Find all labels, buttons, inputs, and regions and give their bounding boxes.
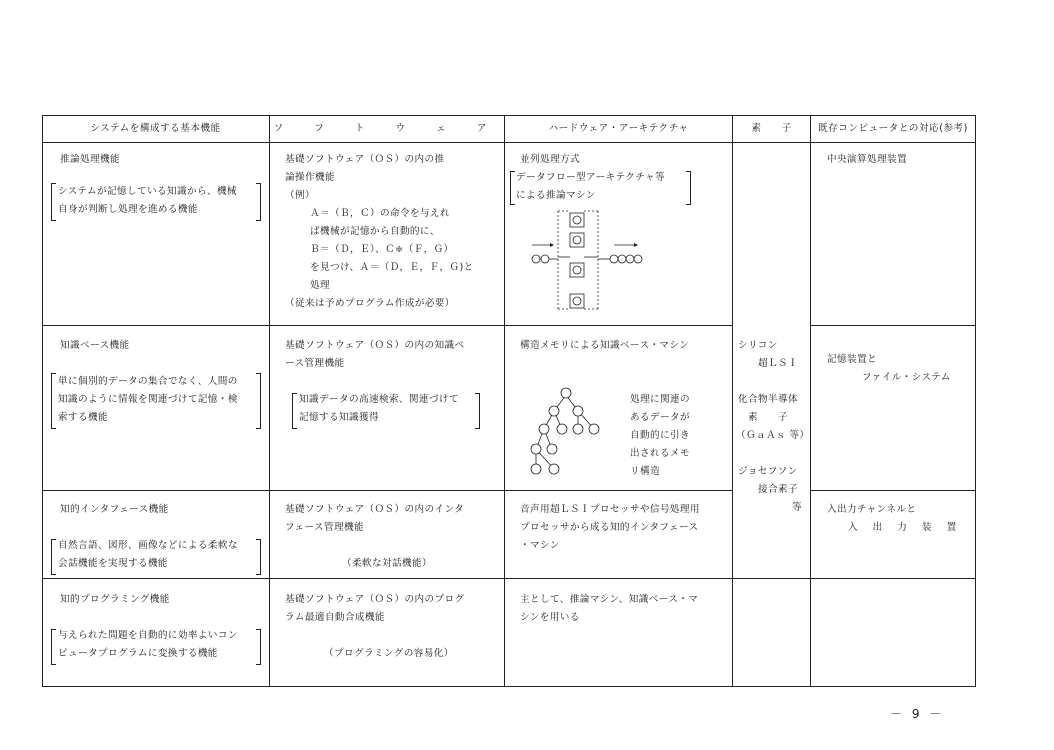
ref-line: 中央演算処理装置 [827, 154, 907, 165]
sw-line: 基礎ソフトウェア（ＯＳ）の内のインタ [285, 504, 465, 515]
dataflow-machine-diagram [530, 207, 650, 319]
structured-memory-tree-diagram [524, 385, 604, 485]
element-line: （ＧａＡｓ 等） [736, 430, 810, 441]
hw-line: 処理に関連の [630, 394, 690, 405]
element-line: シリコン [738, 340, 778, 351]
func-desc-line: 単に個別的データの集合でなく、人間の [58, 376, 238, 387]
header-element: 素 子 [751, 123, 792, 134]
func-desc-line: ピュータプログラムに変換する機能 [58, 648, 218, 659]
row-divider [42, 490, 732, 491]
func-desc-line: 会話機能を実現する機能 [58, 558, 168, 569]
hw-line: ・マシン [520, 540, 560, 551]
sw-line: 基礎ソフトウェア（ＯＳ）の内のプログ [285, 594, 465, 605]
column-divider [504, 115, 505, 687]
func-title: 知識ベース機能 [60, 340, 130, 351]
row-divider [810, 325, 976, 326]
sw-line: 記憶する知識獲得 [299, 412, 379, 423]
hw-line: 並列処理方式 [520, 154, 580, 165]
func-desc-line: 与えられた問題を自動的に効率よいコン [58, 630, 238, 641]
hw-line: 構造メモリによる知識ベース・マシン [520, 340, 690, 351]
bracket-right [475, 393, 480, 429]
sw-line: 知識データの高速検索、関連づけて [299, 394, 459, 405]
column-divider [269, 115, 270, 687]
element-line: 化合物半導体 [738, 394, 798, 405]
hw-line: プロセッサから成る知的インタフェース [520, 522, 699, 533]
bracket-left [51, 629, 56, 665]
header-hardware: ハードウェア・アーキテクチャ [548, 123, 689, 134]
bracket-left [51, 183, 56, 221]
functions-table [42, 115, 976, 687]
bracket-right [256, 183, 261, 221]
element-line: ジョセフソン [738, 466, 798, 477]
column-divider [732, 115, 733, 687]
hw-line: リ構造 [630, 466, 660, 477]
func-desc-line: 知識のように情報を関連づけて記憶・検 [58, 394, 238, 405]
func-desc-line: 索する機能 [58, 412, 108, 423]
sw-line: ース管理機能 [285, 358, 345, 369]
row-divider [810, 490, 976, 491]
bracket-right [256, 629, 261, 665]
func-title: 推論処理機能 [60, 154, 120, 165]
hw-line: 主として、推論マシン、知識ベース・マ [520, 594, 699, 605]
sw-line: Ｂ＝（Ｄ，Ｅ）、Ｃ≑（Ｆ，Ｇ） [310, 244, 454, 255]
table-right-border [975, 115, 976, 687]
ref-line: ファイル・システム [862, 372, 951, 383]
sw-line: ば機械が記憶から自動的に、 [310, 226, 440, 237]
bracket-right [256, 373, 261, 429]
element-line: 接合素子 [758, 484, 798, 495]
hw-line: データフロー型アーキテクチャ等 [516, 172, 665, 183]
column-divider [810, 115, 811, 687]
header-software: ソ フ ト ウ ェ ア [273, 123, 501, 134]
hw-line: シンを用いる [520, 612, 580, 623]
func-title: 知的プログラミング機能 [60, 594, 170, 605]
hw-line: あるデータが [630, 412, 690, 423]
sw-line: （柔軟な対話機能） [342, 558, 432, 569]
page-number: － 9 － [890, 707, 945, 721]
header-reference: 既存コンピュータとの対応(参考) [818, 123, 968, 134]
func-desc-line: 自身が判断し処理を進める機能 [58, 204, 198, 215]
func-desc-line: 自然言語、図形、画像などによる柔軟な [58, 540, 238, 551]
row-divider [42, 578, 976, 579]
sw-line: （例） [285, 190, 315, 201]
bracket-left [510, 171, 515, 205]
bracket-left [292, 393, 297, 429]
sw-line: （従来は予めプログラム作成が必要） [285, 298, 455, 309]
sw-line: 基礎ソフトウェア（ＯＳ）の内の知識ベ [285, 340, 465, 351]
hw-line: 自動的に引き [630, 430, 690, 441]
func-title: 知的インタフェース機能 [60, 504, 169, 515]
sw-line: フェース管理機能 [285, 522, 364, 533]
func-desc-line: システムが記憶している知識から、機械 [58, 186, 237, 197]
bracket-left [51, 373, 56, 429]
sw-line: 処理 [310, 280, 330, 291]
element-line: 等 [792, 502, 802, 513]
sw-line: Ａ＝（Ｂ，Ｃ）の命令を与えれ [310, 208, 450, 219]
bracket-left [51, 539, 56, 575]
sw-line: （プログラミングの容易化） [324, 648, 454, 659]
hw-line: 音声用超ＬＳＩプロセッサや信号処理用 [520, 504, 700, 515]
bracket-right [686, 171, 691, 205]
header-function: システムを構成する基本機能 [90, 123, 221, 134]
ref-line: 入 出 力 装 置 [848, 522, 963, 533]
table-bottom-border [42, 686, 976, 687]
sw-line: 論操作機能 [285, 172, 335, 183]
table-left-border [42, 115, 43, 687]
hw-line: による推論マシン [516, 190, 596, 201]
row-divider [42, 325, 732, 326]
sw-line: 基礎ソフトウェア（ＯＳ）の内の推 [285, 154, 445, 165]
sw-line: ラム最適自動合成機能 [285, 612, 385, 623]
bracket-right [256, 539, 261, 575]
hw-line: 出されるメモ [630, 448, 690, 459]
table-top-border [42, 115, 976, 116]
sw-line: を見つけ、Ａ＝（Ｄ，Ｅ，Ｆ，Ｇ)と [310, 262, 474, 273]
element-line: 超ＬＳＩ [758, 358, 798, 369]
element-line: 素 子 [748, 412, 788, 423]
header-bottom-border [42, 142, 976, 143]
ref-line: 入出力チャンネルと [827, 504, 917, 515]
ref-line: 記憶装置と [827, 354, 877, 365]
